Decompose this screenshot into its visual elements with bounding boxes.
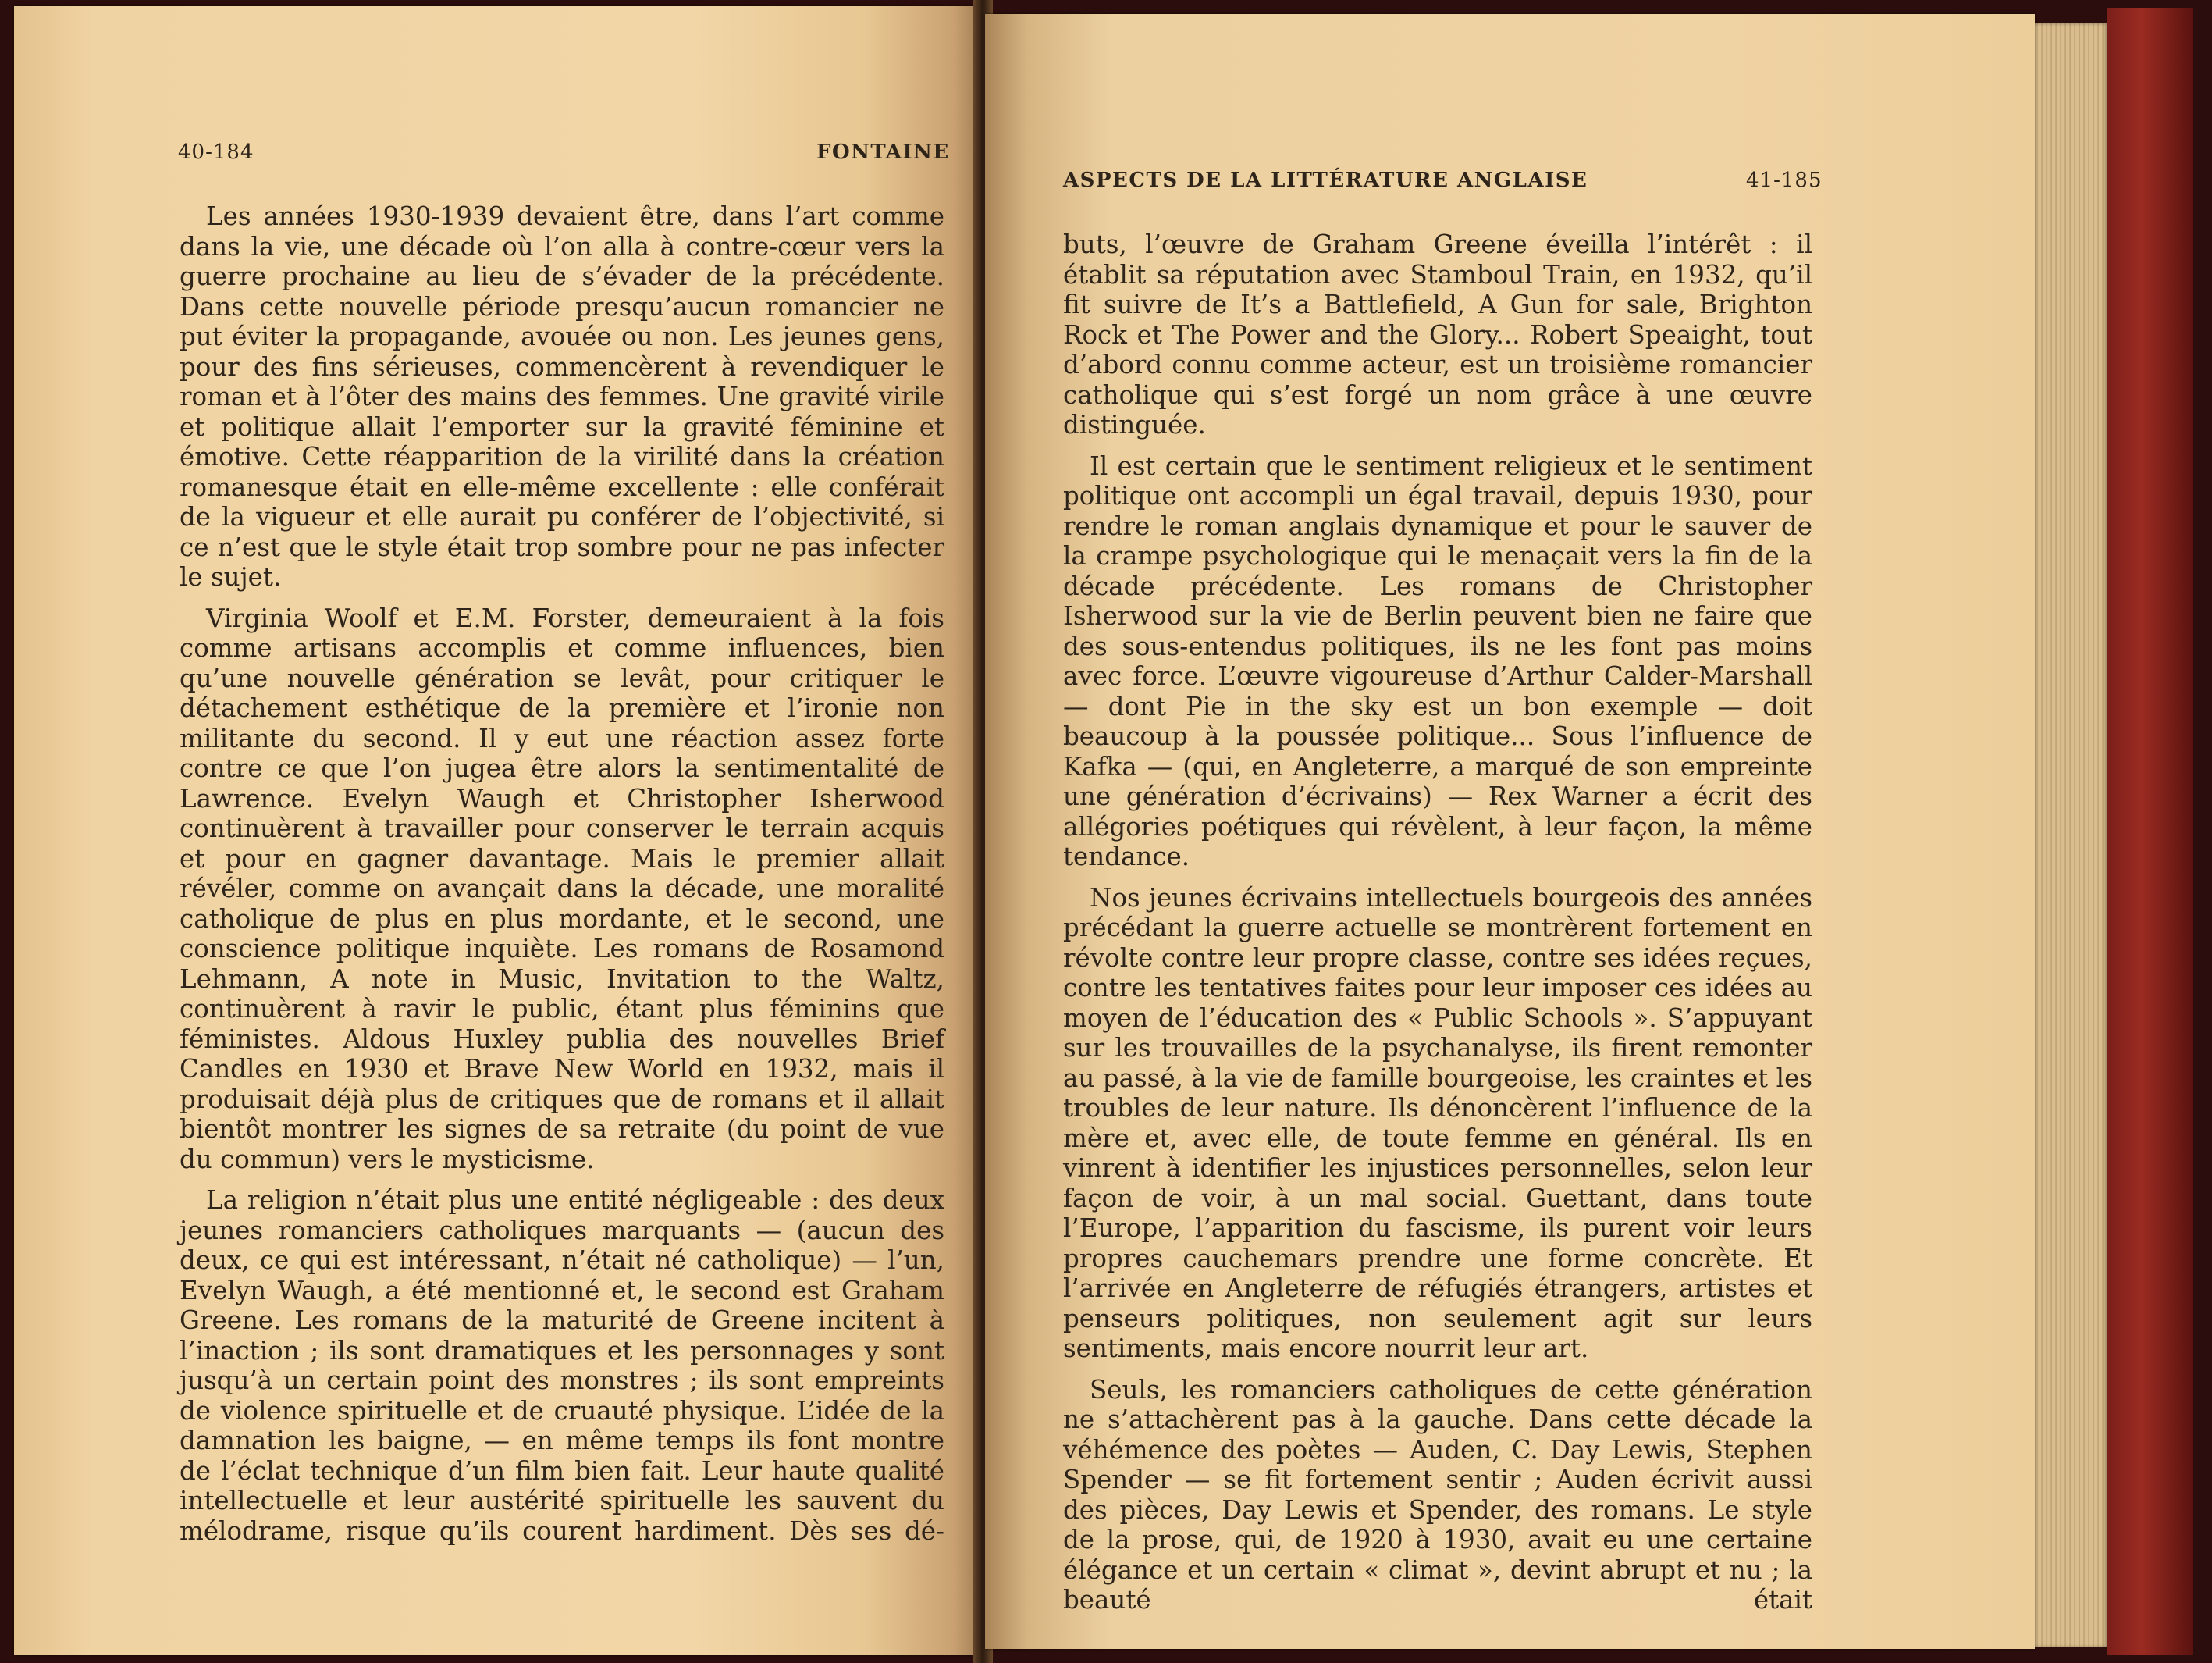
left-folio: 40-184 [178,141,254,164]
right-page [985,14,2035,1649]
left-running-head [14,141,982,172]
right-running-head [985,169,2035,200]
paragraph: La religion n’était plus une entité négligeable : des deux jeunes romanciers catholiques marquants — (aucun des deux, ce qui est intéressant, n’était né catholique) — l’un, Evelyn Waugh, a été mentionné et, le second est Graham Greene. Les romans de la maturité de Greene incitent à l’inaction ; ils sont dramatiques et les personnages y sont jusqu’à un certain point des monstres ; ils sont empreints de violence spirituelle et de cruauté physique. L’idée de la damnation les baigne, — en même temps ils font montre de l’éclat technique d’un film bien fait. Leur haute qualité intellectuelle et leur austérité spirituelle les sauvent du mélodrame, risque qu’ils courent hardiment. Dès ses dé- [180,1185,944,1546]
paragraph: Virginia Woolf et E.M. Forster, demeuraient à la fois comme artisans accomplis et comme influences, bien qu’une nouvelle génération se levât, pour critiquer le détachement esthétique de la première et l’ironie non militante du second. Il y eut une réaction assez forte contre ce que l’on jugea être alors la sentimentalité de Lawrence. Evelyn Waugh et Christopher Isherwood continuèrent à travailler pour conserver le terrain acquis et pour en gagner davantage. Mais le premier allait révéler, comme on avançait dans la décade, une moralité catholique de plus en plus mordante, et le second, une conscience politique inquiète. Les romans de Rosamond Lehmann, A note in Music, Invitation to the Waltz, continuèrent à ravir le public, étant plus féminins que féministes. Aldous Huxley publia des nouvelles Brief Candles en 1930 et Brave New World en 1932, mais il produisait déjà plus de critiques que de romans et il allait bientôt montrer les signes de sa retraite (du point de vue du commun) vers le mysticisme. [180,603,944,1174]
right-folio: 41-185 [1746,169,1823,192]
left-page [14,6,982,1655]
right-body-text [1063,230,1812,1626]
paragraph: Seuls, les romanciers catholiques de cette génération ne s’attachèrent pas à la gauche. Dans cette décade la véhémence des poètes — Auden, C. Day Lewis, Stephen Spender — se fit fortement sentir ; Auden écrivit aussi des pièces, Day Lewis et Spender, des romans. Le style de la prose, qui, de 1920 à 1930, avait eu une certaine élégance et un certain « climat », devint abrupt et nu ; la beauté était [1063,1374,1812,1615]
book-cover-edge [2107,8,2193,1655]
paragraph: Il est certain que le sentiment religieux et le sentiment politique ont accompli un égal travail, depuis 1930, pour rendre le roman anglais dynamique et pour le sauver de la crampe psychologique qui le menaçait vers la fin de la décade précédente. Les romans de Christopher Isherwood sur la vie de Berlin peuvent bien ne faire que des sous-entendus politiques, ils ne les font pas moins avec force. L’œuvre vigoureuse d’Arthur Calder-Marshall — dont Pie in the sky est un bon exemple — doit beaucoup à la poussée politique... Sous l’influence de Kafka — (qui, en Angleterre, a marqué de son empreinte une génération d’écrivains) — Rex Warner a écrit des allégories poétiques qui révèlent, à leur façon, la même tendance. [1063,450,1812,871]
paragraph: buts, l’œuvre de Graham Greene éveilla l’intérêt : il établit sa réputation avec Stamboul Train, en 1932, qu’il fit suivre de It’s a Battlefield, A Gun for sale, Brighton Rock et The Power and the Glory... Robert Speaight, tout d’abord connu comme acteur, est un troisième romancier catholique qui s’est forgé un nom grâce à une œuvre distinguée. [1063,230,1812,440]
left-body-text [180,201,944,1557]
left-running-title: FONTAINE [816,141,950,164]
paragraph: Les années 1930-1939 devaient être, dans l’art comme dans la vie, une décade où l’on alla à contre-cœur vers la guerre prochaine au lieu de s’évader de la précédente. Dans cette nouvelle période presqu’aucun romancier ne put éviter la propagande, avouée ou non. Les jeunes gens, pour des fins sérieuses, commencèrent à revendiquer le roman et à l’ôter des mains des femmes. Une gravité virile et politique allait l’emporter sur la gravité féminine et émotive. Cette réapparition de la virilité dans la création romanesque était en elle-même excellente : elle conférait de la vigueur et elle aurait pu conférer de l’objectivité, si ce n’est que le style était trop sombre pour ne pas infecter le sujet. [180,201,944,592]
paragraph: Nos jeunes écrivains intellectuels bourgeois des années précédant la guerre actuelle se montrèrent fortement en révolte contre leur propre classe, contre ses idées reçues, contre les tentatives faites pour leur imposer ces idées au moyen de l’éducation des « Public Schools ». S’appuyant sur les trouvailles de la psychanalyse, ils firent remonter au passé, à la vie de famille bourgeoise, les craintes et les troubles de leur nature. Ils dénoncèrent l’influence de la mère et, avec elle, de toute femme en général. Ils en vinrent à identifier les injustices personnelles, selon leur façon de voir, à un mal social. Guettant, dans toute l’Europe, l’apparition du fascisme, ils purent voir leurs propres cauchemars prendre une forme concrète. Et l’arrivée en Angleterre de réfugiés étrangers, artistes et penseurs politiques, non seulement agit sur leurs sentiments, mais encore nourrit leur art. [1063,882,1812,1363]
page-block-edge [2029,23,2107,1647]
right-running-title: ASPECTS DE LA LITTÉRATURE ANGLAISE [1063,169,1588,192]
